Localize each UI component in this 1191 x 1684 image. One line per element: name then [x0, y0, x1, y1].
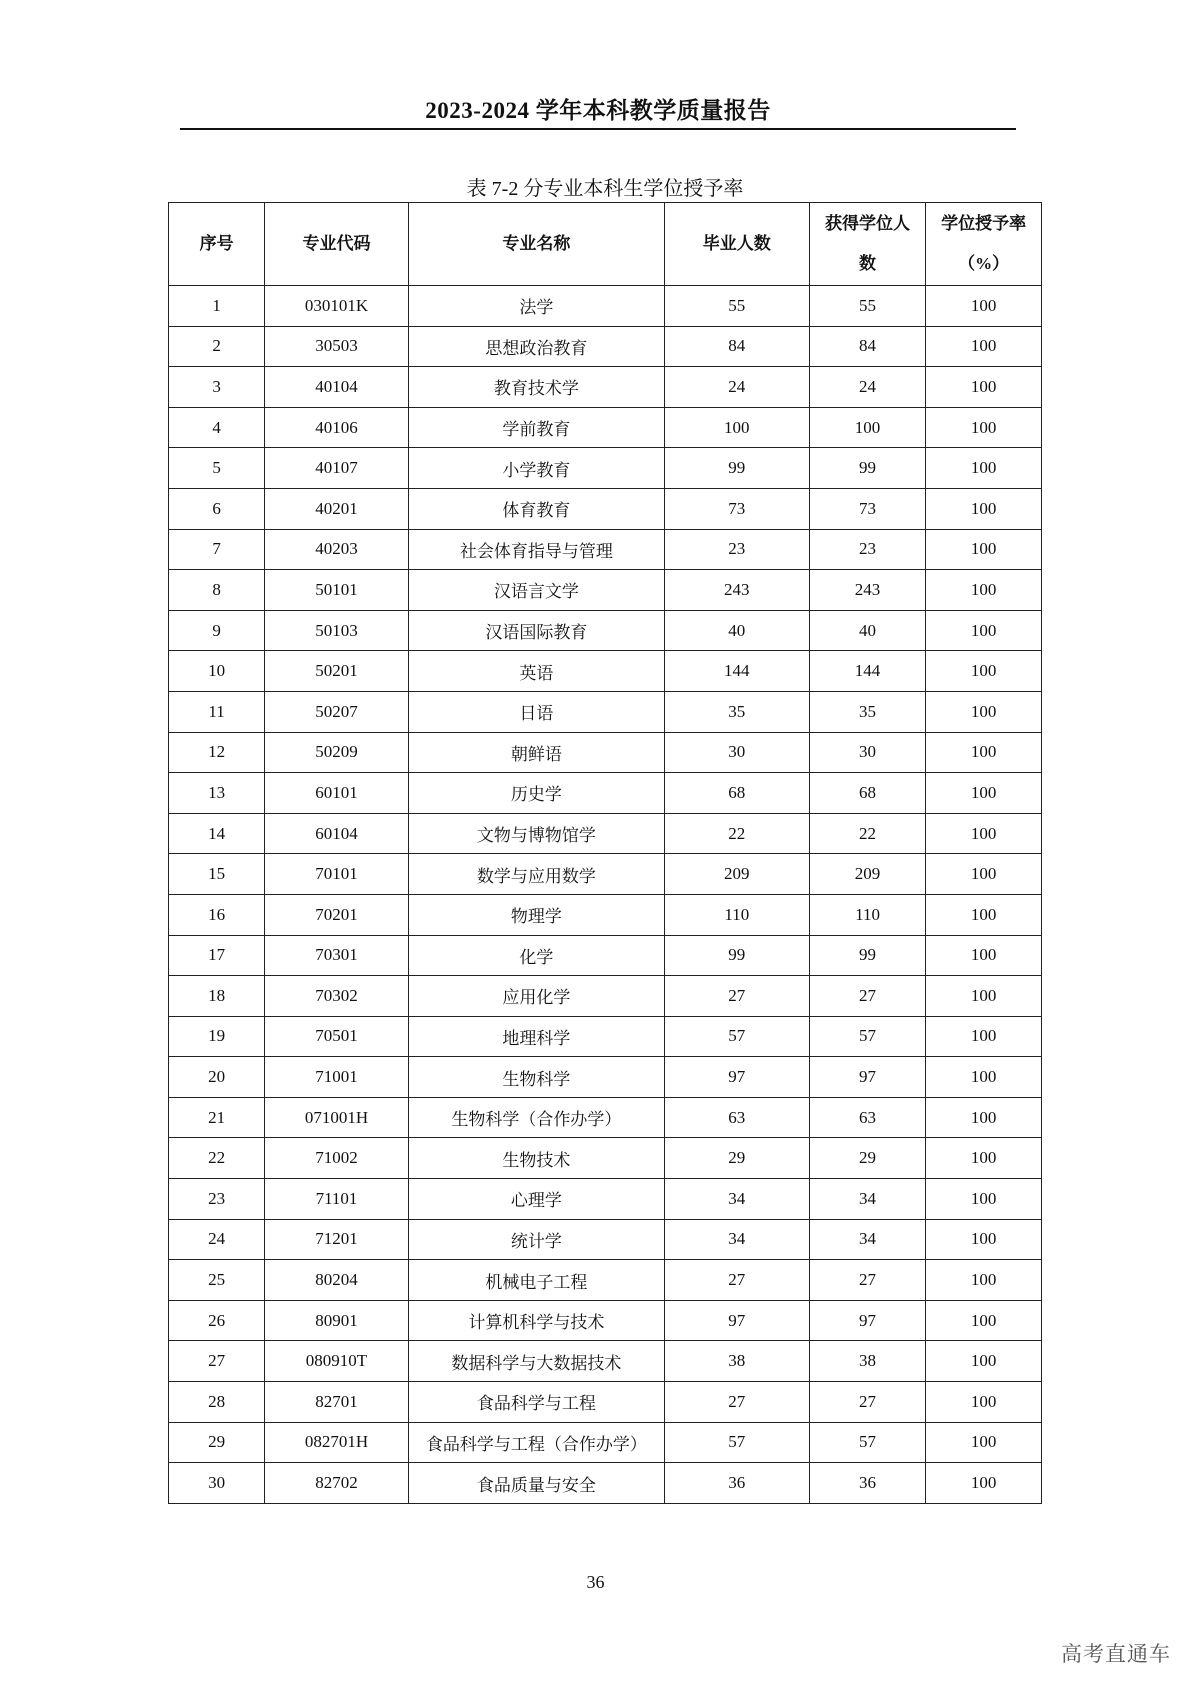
cell-index: 8	[169, 570, 265, 611]
cell-rate: 100	[926, 894, 1042, 935]
table-row	[169, 854, 1042, 895]
cell-degrees: 57	[809, 1422, 926, 1463]
table-row	[169, 976, 1042, 1017]
cell-graduates: 24	[664, 367, 809, 408]
cell-degrees: 73	[809, 488, 926, 529]
cell-degrees: 27	[809, 1260, 926, 1301]
cell-index: 24	[169, 1219, 265, 1260]
cell-graduates: 144	[664, 651, 809, 692]
cell-name: 教育技术学	[408, 367, 664, 408]
cell-degrees: 100	[809, 407, 926, 448]
table-row	[169, 407, 1042, 448]
cell-rate: 100	[926, 367, 1042, 408]
cell-degrees: 84	[809, 326, 926, 367]
page-number: 36	[586, 1572, 605, 1592]
cell-index: 28	[169, 1382, 265, 1423]
cell-graduates: 97	[664, 1057, 809, 1098]
cell-index: 18	[169, 976, 265, 1017]
cell-rate: 100	[926, 448, 1042, 489]
cell-index: 25	[169, 1260, 265, 1301]
cell-degrees: 57	[809, 1016, 926, 1057]
cell-degrees: 38	[809, 1341, 926, 1382]
cell-degrees: 110	[809, 894, 926, 935]
cell-graduates: 22	[664, 813, 809, 854]
table-row	[169, 1138, 1042, 1179]
cell-code: 50101	[265, 570, 409, 611]
cell-rate: 100	[926, 529, 1042, 570]
cell-index: 3	[169, 367, 265, 408]
cell-name: 食品科学与工程（合作办学）	[408, 1422, 664, 1463]
cell-index: 11	[169, 691, 265, 732]
cell-name: 汉语国际教育	[408, 610, 664, 651]
cell-name: 应用化学	[408, 976, 664, 1017]
header-row	[169, 203, 1042, 286]
cell-graduates: 23	[664, 529, 809, 570]
table-row	[169, 1382, 1042, 1423]
cell-rate: 100	[926, 691, 1042, 732]
cell-rate: 100	[926, 407, 1042, 448]
cell-rate: 100	[926, 570, 1042, 611]
cell-degrees: 27	[809, 976, 926, 1017]
cell-rate: 100	[926, 732, 1042, 773]
cell-degrees: 36	[809, 1463, 926, 1504]
cell-degrees: 27	[809, 1382, 926, 1423]
cell-rate: 100	[926, 1463, 1042, 1504]
cell-code: 50103	[265, 610, 409, 651]
table-row	[169, 488, 1042, 529]
cell-index: 27	[169, 1341, 265, 1382]
cell-index: 2	[169, 326, 265, 367]
cell-graduates: 57	[664, 1016, 809, 1057]
cell-index: 9	[169, 610, 265, 651]
table-row	[169, 1341, 1042, 1382]
cell-rate: 100	[926, 286, 1042, 327]
cell-graduates: 30	[664, 732, 809, 773]
cell-code: 40106	[265, 407, 409, 448]
cell-code: 70101	[265, 854, 409, 895]
cell-name: 食品科学与工程	[408, 1382, 664, 1423]
cell-code: 71002	[265, 1138, 409, 1179]
cell-index: 7	[169, 529, 265, 570]
cell-code: 40107	[265, 448, 409, 489]
cell-graduates: 73	[664, 488, 809, 529]
table-row	[169, 1463, 1042, 1504]
table-row	[169, 529, 1042, 570]
cell-name: 法学	[408, 286, 664, 327]
cell-code: 82702	[265, 1463, 409, 1504]
table-row	[169, 570, 1042, 611]
table-row	[169, 773, 1042, 814]
table-row	[169, 286, 1042, 327]
cell-name: 数学与应用数学	[408, 854, 664, 895]
cell-index: 12	[169, 732, 265, 773]
cell-name: 生物技术	[408, 1138, 664, 1179]
cell-code: 71201	[265, 1219, 409, 1260]
table-row	[169, 610, 1042, 651]
cell-graduates: 100	[664, 407, 809, 448]
cell-rate: 100	[926, 1422, 1042, 1463]
cell-index: 16	[169, 894, 265, 935]
cell-index: 5	[169, 448, 265, 489]
cell-rate: 100	[926, 773, 1042, 814]
cell-graduates: 99	[664, 448, 809, 489]
cell-rate: 100	[926, 1300, 1042, 1341]
cell-code: 71101	[265, 1179, 409, 1220]
cell-name: 小学教育	[408, 448, 664, 489]
cell-graduates: 209	[664, 854, 809, 895]
table-row	[169, 1179, 1042, 1220]
table-caption: 表 7-2 分专业本科生学位授予率	[466, 178, 744, 200]
cell-degrees: 34	[809, 1179, 926, 1220]
cell-graduates: 97	[664, 1300, 809, 1341]
table-row	[169, 1300, 1042, 1341]
table-row	[169, 813, 1042, 854]
cell-name: 思想政治教育	[408, 326, 664, 367]
cell-index: 13	[169, 773, 265, 814]
cell-rate: 100	[926, 326, 1042, 367]
cell-index: 26	[169, 1300, 265, 1341]
header-rule	[180, 128, 1016, 130]
cell-code: 30503	[265, 326, 409, 367]
cell-index: 4	[169, 407, 265, 448]
cell-rate: 100	[926, 610, 1042, 651]
cell-graduates: 68	[664, 773, 809, 814]
table-row	[169, 326, 1042, 367]
cell-name: 历史学	[408, 773, 664, 814]
table-row	[169, 1057, 1042, 1098]
cell-rate: 100	[926, 1057, 1042, 1098]
cell-degrees: 23	[809, 529, 926, 570]
cell-code: 071001H	[265, 1097, 409, 1138]
cell-name: 朝鲜语	[408, 732, 664, 773]
cell-name: 汉语言文学	[408, 570, 664, 611]
cell-code: 70301	[265, 935, 409, 976]
cell-graduates: 99	[664, 935, 809, 976]
cell-degrees: 243	[809, 570, 926, 611]
cell-rate: 100	[926, 1097, 1042, 1138]
cell-degrees: 30	[809, 732, 926, 773]
table-row	[169, 1016, 1042, 1057]
cell-code: 40104	[265, 367, 409, 408]
cell-index: 20	[169, 1057, 265, 1098]
cell-code: 82701	[265, 1382, 409, 1423]
col-header-name: 专业名称	[408, 203, 664, 286]
cell-graduates: 55	[664, 286, 809, 327]
cell-rate: 100	[926, 1219, 1042, 1260]
cell-rate: 100	[926, 1341, 1042, 1382]
cell-code: 50201	[265, 651, 409, 692]
col-header-graduates: 毕业人数	[664, 203, 809, 286]
cell-name: 计算机科学与技术	[408, 1300, 664, 1341]
table-header	[169, 203, 1042, 286]
table-row	[169, 1260, 1042, 1301]
cell-code: 082701H	[265, 1422, 409, 1463]
watermark-text: 高考直通车	[1061, 1642, 1171, 1666]
col-header-degrees: 获得学位人 数	[809, 203, 926, 286]
cell-code: 70501	[265, 1016, 409, 1057]
cell-rate: 100	[926, 1260, 1042, 1301]
cell-degrees: 55	[809, 286, 926, 327]
cell-code: 71001	[265, 1057, 409, 1098]
cell-rate: 100	[926, 976, 1042, 1017]
cell-index: 29	[169, 1422, 265, 1463]
cell-code: 080910T	[265, 1341, 409, 1382]
cell-rate: 100	[926, 488, 1042, 529]
cell-index: 10	[169, 651, 265, 692]
cell-index: 23	[169, 1179, 265, 1220]
cell-code: 60101	[265, 773, 409, 814]
cell-name: 机械电子工程	[408, 1260, 664, 1301]
cell-code: 60104	[265, 813, 409, 854]
cell-degrees: 63	[809, 1097, 926, 1138]
cell-degrees: 34	[809, 1219, 926, 1260]
cell-name: 数据科学与大数据技术	[408, 1341, 664, 1382]
col-header-code: 专业代码	[265, 203, 409, 286]
table-row	[169, 1422, 1042, 1463]
cell-rate: 100	[926, 1138, 1042, 1179]
table-row	[169, 935, 1042, 976]
cell-graduates: 38	[664, 1341, 809, 1382]
cell-code: 030101K	[265, 286, 409, 327]
cell-code: 70302	[265, 976, 409, 1017]
cell-graduates: 29	[664, 1138, 809, 1179]
cell-name: 生物科学（合作办学）	[408, 1097, 664, 1138]
col-header-rate: 学位授予率 （%）	[926, 203, 1042, 286]
cell-degrees: 40	[809, 610, 926, 651]
cell-index: 15	[169, 854, 265, 895]
cell-degrees: 97	[809, 1057, 926, 1098]
degree-rate-table	[168, 202, 1042, 1504]
cell-graduates: 57	[664, 1422, 809, 1463]
table-body	[169, 286, 1042, 1504]
cell-degrees: 68	[809, 773, 926, 814]
cell-index: 22	[169, 1138, 265, 1179]
cell-degrees: 144	[809, 651, 926, 692]
cell-rate: 100	[926, 1179, 1042, 1220]
cell-name: 化学	[408, 935, 664, 976]
cell-name: 统计学	[408, 1219, 664, 1260]
cell-name: 地理科学	[408, 1016, 664, 1057]
cell-graduates: 34	[664, 1179, 809, 1220]
cell-index: 30	[169, 1463, 265, 1504]
cell-graduates: 34	[664, 1219, 809, 1260]
table-row	[169, 691, 1042, 732]
col-header-index: 序号	[169, 203, 265, 286]
table-row	[169, 651, 1042, 692]
cell-name: 英语	[408, 651, 664, 692]
cell-graduates: 84	[664, 326, 809, 367]
cell-rate: 100	[926, 813, 1042, 854]
table-row	[169, 732, 1042, 773]
table-row	[169, 894, 1042, 935]
cell-rate: 100	[926, 651, 1042, 692]
cell-graduates: 110	[664, 894, 809, 935]
table-row	[169, 1097, 1042, 1138]
cell-rate: 100	[926, 1382, 1042, 1423]
cell-index: 21	[169, 1097, 265, 1138]
cell-degrees: 35	[809, 691, 926, 732]
cell-degrees: 99	[809, 935, 926, 976]
cell-graduates: 36	[664, 1463, 809, 1504]
cell-graduates: 40	[664, 610, 809, 651]
cell-name: 文物与博物馆学	[408, 813, 664, 854]
cell-index: 1	[169, 286, 265, 327]
cell-graduates: 63	[664, 1097, 809, 1138]
cell-graduates: 27	[664, 1382, 809, 1423]
cell-graduates: 27	[664, 1260, 809, 1301]
cell-index: 14	[169, 813, 265, 854]
cell-code: 40203	[265, 529, 409, 570]
cell-code: 50209	[265, 732, 409, 773]
table-row	[169, 367, 1042, 408]
cell-degrees: 99	[809, 448, 926, 489]
cell-graduates: 243	[664, 570, 809, 611]
cell-name: 物理学	[408, 894, 664, 935]
table-row	[169, 448, 1042, 489]
cell-degrees: 24	[809, 367, 926, 408]
cell-name: 学前教育	[408, 407, 664, 448]
cell-degrees: 209	[809, 854, 926, 895]
cell-degrees: 29	[809, 1138, 926, 1179]
cell-code: 80901	[265, 1300, 409, 1341]
cell-rate: 100	[926, 854, 1042, 895]
cell-name: 日语	[408, 691, 664, 732]
cell-name: 体育教育	[408, 488, 664, 529]
report-title: 2023-2024 学年本科教学质量报告	[425, 98, 771, 123]
cell-index: 17	[169, 935, 265, 976]
cell-rate: 100	[926, 1016, 1042, 1057]
cell-name: 生物科学	[408, 1057, 664, 1098]
cell-rate: 100	[926, 935, 1042, 976]
cell-index: 19	[169, 1016, 265, 1057]
cell-code: 70201	[265, 894, 409, 935]
cell-code: 40201	[265, 488, 409, 529]
cell-graduates: 35	[664, 691, 809, 732]
cell-name: 心理学	[408, 1179, 664, 1220]
cell-name: 食品质量与安全	[408, 1463, 664, 1504]
cell-code: 80204	[265, 1260, 409, 1301]
cell-code: 50207	[265, 691, 409, 732]
cell-degrees: 22	[809, 813, 926, 854]
cell-degrees: 97	[809, 1300, 926, 1341]
table-row	[169, 1219, 1042, 1260]
cell-name: 社会体育指导与管理	[408, 529, 664, 570]
cell-index: 6	[169, 488, 265, 529]
cell-graduates: 27	[664, 976, 809, 1017]
